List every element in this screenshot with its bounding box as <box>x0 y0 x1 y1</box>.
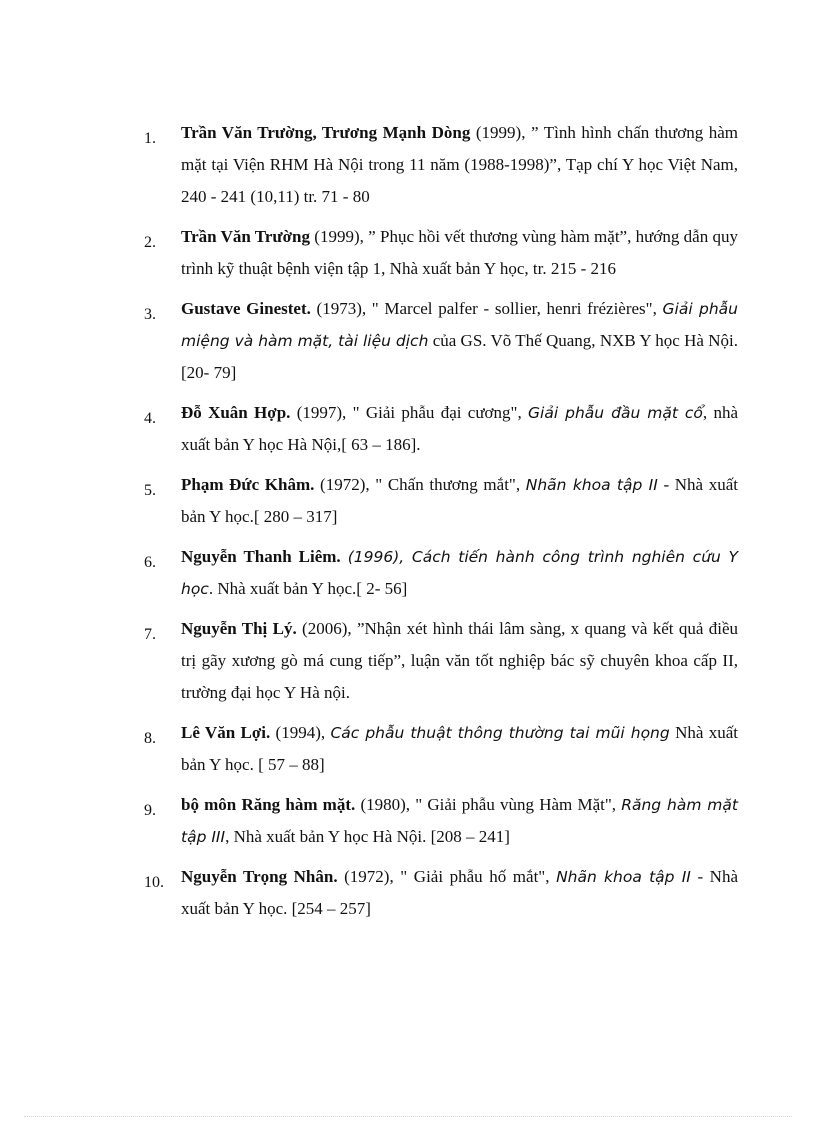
reference-author: Trần Văn Trường, Trương Mạnh Dòng <box>181 123 471 142</box>
reference-item <box>0 541 816 605</box>
reference-author: Nguyễn Thanh Liêm. <box>181 547 341 566</box>
reference-text <box>181 469 738 533</box>
reference-author: Trần Văn Trường <box>181 227 310 246</box>
reference-number: 1. <box>144 130 156 147</box>
reference-author: Phạm Đức Khâm. <box>181 475 315 494</box>
reference-item <box>0 469 816 533</box>
reference-text <box>181 613 738 709</box>
reference-detail: (1980), " Giải phẫu vùng Hàm Mặt", <box>355 795 622 814</box>
reference-author: Nguyễn Thị Lý. <box>181 619 297 638</box>
reference-text <box>181 221 738 285</box>
reference-number: 10. <box>144 874 164 891</box>
reference-number: 5. <box>144 482 156 499</box>
reference-number: 6. <box>144 554 156 571</box>
reference-title: (1996), Cách tiến hành công trình nghiên cứu Y học <box>181 548 739 598</box>
reference-title: Các phẫu thuật thông thường tai mũi họng <box>330 724 670 742</box>
reference-item <box>0 613 816 709</box>
reference-title: Răng hàm mặt tập III <box>181 796 738 846</box>
reference-detail: (2006), ”Nhận xét hình thái lâm sàng, x quang và kết quả điều trị gãy xương gò má cung tiếp”, luận văn tốt nghiệp bác sỹ chuyên khoa cấp II, trường đại học Y Hà nội. <box>181 619 739 702</box>
reference-detail: (1972), " Chấn thương mắt", <box>314 475 526 494</box>
reference-author: bộ môn Răng hàm mặt. <box>181 795 356 814</box>
reference-detail: (1997), " Giải phẫu đại cương", <box>290 403 529 422</box>
reference-number: 9. <box>144 802 156 819</box>
reference-author: Nguyễn Trọng Nhân. <box>181 867 338 886</box>
reference-text <box>181 861 738 925</box>
reference-number: 7. <box>144 626 156 643</box>
reference-item <box>0 221 816 285</box>
reference-title: Giải phẫu đầu mặt cổ <box>528 404 703 422</box>
reference-author: Đỗ Xuân Hợp. <box>181 403 291 422</box>
reference-number: 4. <box>144 410 156 427</box>
reference-text <box>181 117 738 213</box>
reference-detail: (1994), <box>270 723 331 742</box>
reference-detail: của GS. Võ Thế Quang, NXB Y học Hà Nội.[20- 79] <box>181 331 738 382</box>
reference-detail: - Nhà xuất bản Y học.[ 280 – 317] <box>181 475 738 526</box>
reference-detail: (1999), ” Phục hồi vết thương vùng hàm mặt”, hướng dẫn quy trình kỹ thuật bệnh viện tập 1, Nhà xuất bản Y học, tr. 215 - 216 <box>181 227 738 278</box>
reference-text <box>181 541 738 605</box>
reference-detail: . Nhà xuất bản Y học.[ 2- 56] <box>208 579 408 598</box>
reference-text <box>181 789 738 853</box>
reference-item <box>0 717 816 781</box>
reference-title: Nhãn khoa tập II <box>525 476 658 494</box>
reference-number: 2. <box>144 234 156 251</box>
reference-detail: , nhà xuất bản Y học Hà Nội,[ 63 – 186]. <box>181 403 739 454</box>
reference-number: 8. <box>144 730 156 747</box>
reference-detail: - Nhà xuất bản Y học. [254 – 257] <box>181 867 738 918</box>
reference-title: Nhãn khoa tập II <box>556 868 691 886</box>
reference-detail: Nhà xuất bản Y học. [ 57 – 88] <box>181 723 739 774</box>
reference-author: Gustave Ginestet. <box>181 299 311 318</box>
reference-text <box>181 717 738 781</box>
reference-number: 3. <box>144 306 156 323</box>
reference-text <box>181 397 738 461</box>
reference-detail: , Nhà xuất bản Y học Hà Nội. [208 – 241] <box>225 827 510 846</box>
reference-detail <box>341 547 348 566</box>
reference-list <box>0 117 816 933</box>
footer-divider <box>24 1116 792 1117</box>
reference-item <box>0 397 816 461</box>
reference-title: Giải phẫu miệng và hàm mặt, tài liệu dịch <box>181 300 738 350</box>
reference-author: Lê Văn Lợi. <box>181 723 271 742</box>
reference-text <box>181 293 738 389</box>
reference-detail: (1972), " Giải phẫu hố mắt", <box>337 867 557 886</box>
reference-item <box>0 789 816 853</box>
reference-item <box>0 861 816 925</box>
reference-item <box>0 293 816 389</box>
reference-item <box>0 117 816 213</box>
reference-detail: (1973), " Marcel palfer - sollier, henri frézières", <box>310 299 663 318</box>
reference-detail: (1999), ” Tình hình chấn thương hàm mặt tại Viện RHM Hà Nội trong 11 năm (1988-1998)”, Tạp chí Y học Việt Nam, 240 - 241 (10,11) tr. 71 - 80 <box>181 123 738 206</box>
